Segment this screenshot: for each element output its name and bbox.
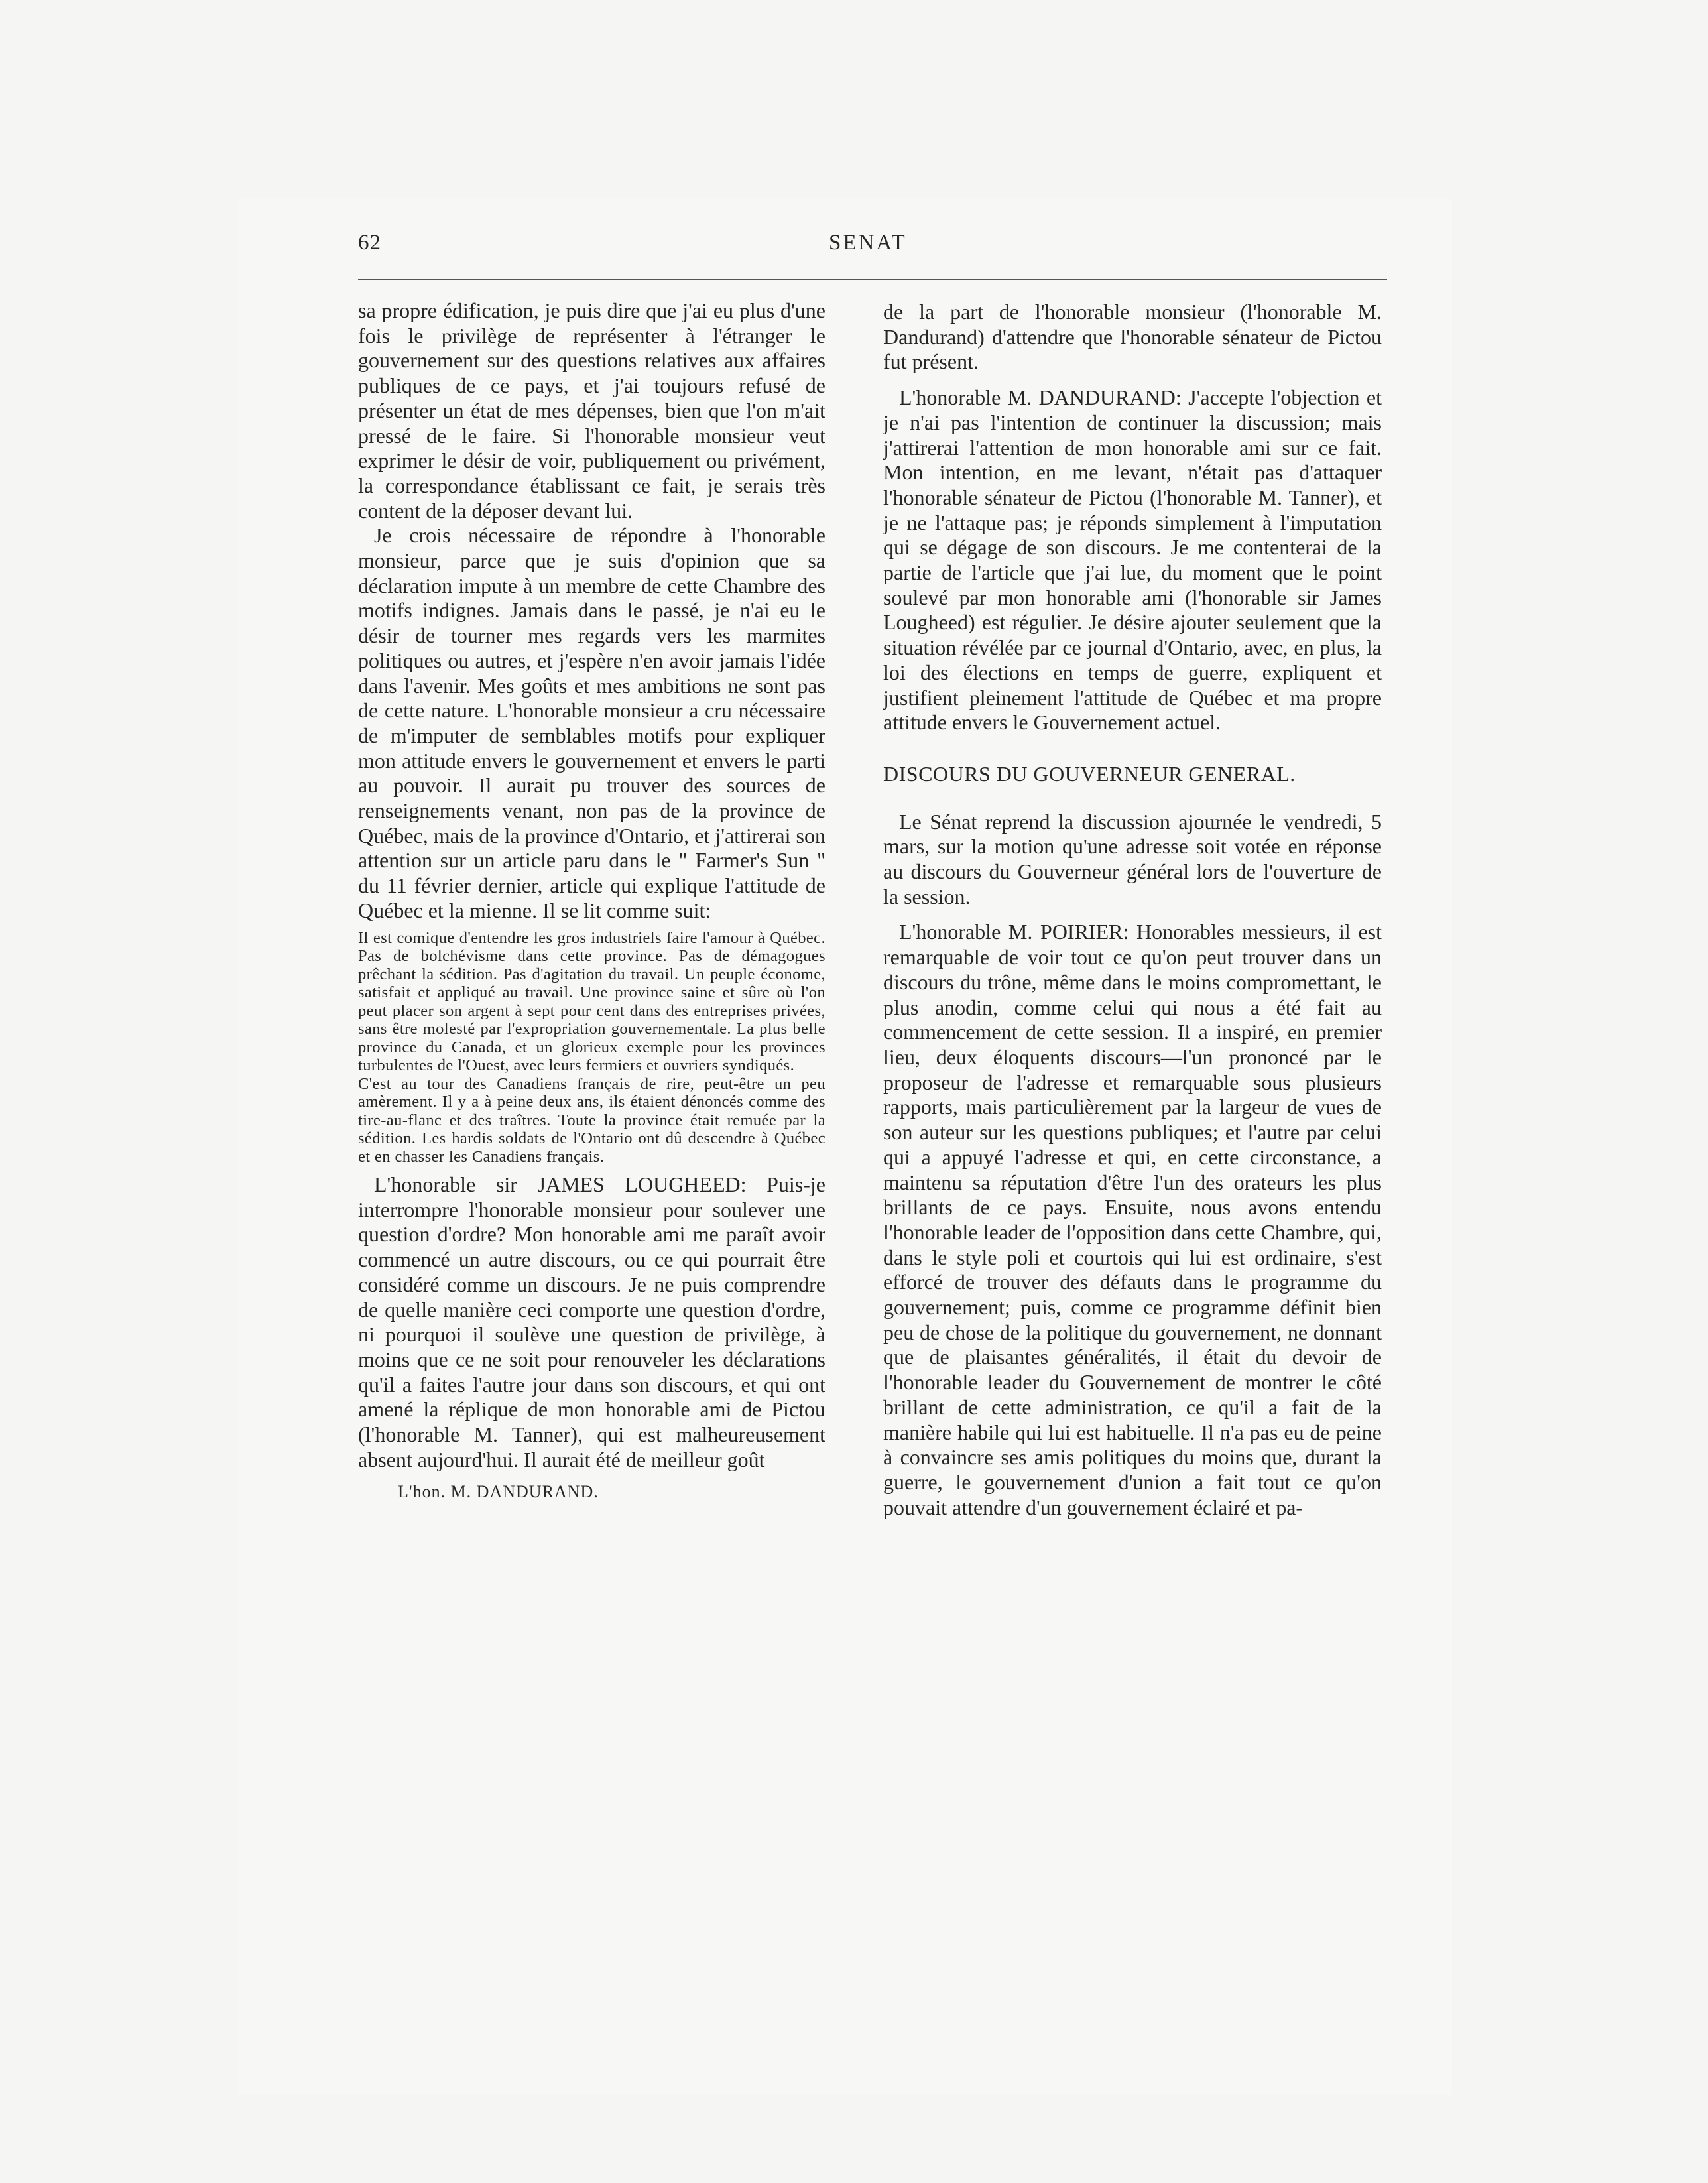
page-footer-signature: L'hon. M. DANDURAND. [398, 1481, 599, 1501]
page-number: 62 [358, 231, 381, 255]
left-column [358, 298, 825, 1504]
paragraph: Le Sénat reprend la discussion ajournée le vendredi, 5 mars, sur la motion qu'une adresse soit votée en réponse au discours du Gouverneur général lors de l'ouverture de la session. [883, 809, 1382, 908]
quotation-block [358, 929, 825, 1166]
paragraph: sa propre édification, je puis dire que j'ai eu plus d'une fois le privilège de représenter à l'étranger le gouvernement sur des questions relatives aux affaires publiques de ce pays, et j'ai toujours refusé de présenter un état de mes dépenses, bien que l'on m'ait pressé de le faire. Si l'honorable monsieur veut exprimer le désir de voir, publiquement ou privément, la correspondance établissant ce fait, je serais très content de la déposer devant lui. [358, 298, 825, 523]
running-head: SENAT [829, 231, 907, 255]
section-heading: DISCOURS DU GOUVERNEUR GENERAL. [883, 761, 1296, 786]
right-column [883, 300, 1382, 1520]
paragraph: de la part de l'honorable monsieur (l'honorable M. Dandurand) d'attendre que l'honorable sénateur de Pictou fut présent. [883, 300, 1382, 374]
paragraph: L'honorable M. DANDURAND: J'accepte l'objection et je n'ai pas l'intention de continuer la discussion; mais j'attirerai l'attention de mon honorable ami sur ce fait. Mon intention, en me levant, n'était pas d'attaquer l'honorable sénateur de Pictou (l'honorable M. Tanner), et je ne l'attaque pas; je réponds simplement à l'imputation qui se dégage de son discours. Je me contenterai de la partie de l'article que j'ai lue, du moment que le point soulevé par mon honorable ami (l'honorable sir James Lougheed) est régulier. Je désire ajouter seulement que la situation révélée par ce journal d'Ontario, avec, en plus, la loi des élections en temps de guerre, expliquent et justifient pleinement l'attitude de Québec et ma propre attitude envers le Gouvernement actuel. [883, 385, 1382, 735]
paragraph: L'honorable M. POIRIER: Honorables messieurs, il est remarquable de voir tout ce qu'on peut trouver dans un discours du trône, même dans le moins compromettant, le plus anodin, comme celui qui nous a été fait au commencement de cette session. Il a inspiré, en premier lieu, deux éloquents discours—l'un prononcé par le proposeur de l'adresse et remarquable sous plusieurs rapports, mais particulièrement par la largeur de vues de son auteur sur les questions publiques; et l'autre par celui qui a appuyé l'adresse et qui, en cette circonstance, a maintenu sa réputation d'être l'un des orateurs les plus brillants de ce pays. Ensuite, nous avons entendu l'honorable leader de l'opposition dans cette Chambre, qui, dans le style poli et courtois qui lui est ordinaire, s'est efforcé de trouver des défauts dans le programme du gouvernement; puis, comme ce programme définit bien peu de chose de la politique du gouvernement, ne donnant que de plaisantes généralités, il était du devoir de l'honorable leader du Gouvernement de montrer le côté brillant de cette administration, ce qu'il a fait de la manière habile qui lui est habituelle. Il n'a pas eu de peine à convaincre ses amis politiques du moins que, durant la guerre, le gouvernement d'union a fait tout ce qu'on pouvait attendre d'un gouvernement éclairé et pa- [883, 920, 1382, 1519]
paragraph: Je crois nécessaire de répondre à l'honorable monsieur, parce que je suis d'opinion que sa déclaration impute à un membre de cette Chambre des motifs indignes. Jamais dans le passé, je n'ai eu le désir de tourner mes regards vers les marmites politiques ou autres, et j'espère n'en avoir jamais l'idée dans l'avenir. Mes goûts et mes ambitions ne sont pas de cette nature. L'honorable monsieur a cru nécessaire de m'imputer de semblables motifs pour expliquer mon attitude envers le gouvernement et envers le parti au pouvoir. Il aurait pu trouver des sources de renseignements venant, non pas de la province de Québec, mais de la province d'Ontario, et j'attirerai son attention sur un article paru dans le " Farmer's Sun " du 11 février dernier, article qui explique l'attitude de Québec et la mienne. Il se lit comme suit: [358, 523, 825, 922]
paragraph: L'honorable sir JAMES LOUGHEED: Puis-je interrompre l'honorable monsieur pour soulever une question d'ordre? Mon honorable ami me paraît avoir commencé un autre discours, ou ce qui pourrait être considéré comme un discours. Je ne puis comprendre de quelle manière ceci comporte une question d'ordre, ni pourquoi il soulève une question de privilège, à moins que ce ne soit pour renouveler les déclarations qu'il a faites l'autre jour dans son discours, et qui ont amené la réplique de mon honorable ami de Pictou (l'honorable M. Tanner), qui est malheureusement absent aujourd'hui. Il aurait été de meilleur goût [358, 1172, 825, 1471]
header-rule [358, 279, 1387, 280]
quotation-paragraph: Il est comique d'entendre les gros industriels faire l'amour à Québec. Pas de bolchévisme dans cette province. Pas de démagogues prêchant la sédition. Pas d'agitation du travail. Un peuple économe, satisfait et appliqué au travail. Une province saine et sûre où l'on peut placer son argent à sept pour cent dans des entreprises privées, sans être molesté par l'expropriation gouvernementale. La plus belle province du Canada, et un glorieux exemple pour les provinces turbulentes de l'Ouest, avec leurs fermiers et ouvriers syndiqués. [358, 928, 825, 1075]
page-header [358, 231, 1386, 257]
quotation-paragraph: C'est au tour des Canadiens français de rire, peut-être un peu amèrement. Il y a à peine deux ans, ils étaient dénoncés comme des tire-au-flanc et des traîtres. Toute la province était remuée par la sédition. Les hardis soldats de l'Ontario ont dû descendre à Québec et en chasser les Canadiens français. [358, 1074, 825, 1166]
